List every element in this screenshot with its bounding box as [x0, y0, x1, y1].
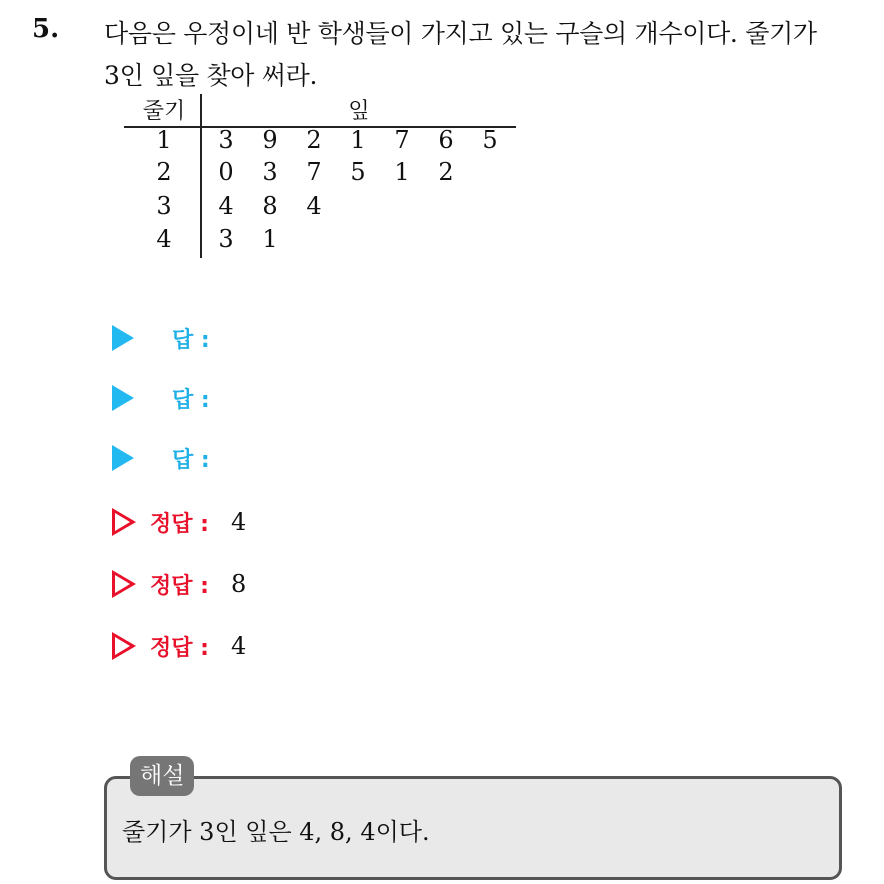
- correct-answer-value: 4: [230, 508, 247, 536]
- leaf-value: 1: [262, 225, 278, 253]
- stem-value: 2: [156, 158, 172, 186]
- leaf-header: 잎: [348, 99, 370, 124]
- answer-blank-row: [112, 318, 210, 358]
- stem-value: 1: [156, 126, 172, 154]
- play-triangle-icon: [112, 325, 134, 351]
- leaf-value: 7: [306, 158, 322, 186]
- stem-header: 줄기: [142, 99, 186, 124]
- correct-answer-label: 정답 :: [150, 573, 209, 599]
- leaf-value: 3: [218, 126, 234, 154]
- leaf-value: 3: [218, 225, 234, 253]
- explanation-text: 줄기가 3인 잎은 4, 8, 4이다.: [122, 818, 430, 846]
- leaf-value: 1: [394, 158, 410, 186]
- leaf-value: 2: [306, 126, 322, 154]
- play-triangle-icon: [112, 385, 134, 411]
- leaf-value: 7: [394, 126, 410, 154]
- plot-row: [124, 225, 516, 259]
- outline-triangle-icon: [112, 570, 136, 598]
- plot-row: [124, 192, 516, 226]
- outline-triangle-icon: [112, 632, 136, 660]
- stem-value: 4: [156, 225, 172, 253]
- outline-triangle-icon: [112, 508, 136, 536]
- leaf-value: 3: [262, 158, 278, 186]
- plot-row: [124, 158, 516, 192]
- answer-label: 답 :: [172, 447, 210, 473]
- problem-text-line-2: 3인 잎을 찾아 써라.: [104, 61, 318, 90]
- problem-text-line-1: 다음은 우정이네 반 학생들이 가지고 있는 구슬의 개수이다. 줄기가: [104, 19, 817, 48]
- leaf-value: 4: [218, 192, 234, 220]
- correct-answer-row: [112, 502, 246, 542]
- answer-blank-row: [112, 378, 210, 418]
- correct-answer-row: [112, 564, 246, 604]
- leaf-value: 1: [350, 126, 366, 154]
- play-triangle-icon: [112, 445, 134, 471]
- explanation-tag: 해설: [130, 756, 194, 796]
- leaf-value: 5: [482, 126, 498, 154]
- leaf-value: 5: [350, 158, 366, 186]
- plot-row: [124, 126, 516, 160]
- correct-answer-label: 정답 :: [150, 511, 209, 537]
- answer-label: 답 :: [172, 387, 210, 413]
- problem-number: 5.: [32, 14, 60, 44]
- answer-label: 답 :: [172, 327, 210, 353]
- leaf-value: 4: [306, 192, 322, 220]
- leaf-value: 6: [438, 126, 454, 154]
- leaf-value: 2: [438, 158, 454, 186]
- stem-value: 3: [156, 192, 172, 220]
- leaf-value: 8: [262, 192, 278, 220]
- stem-leaf-plot: [124, 92, 516, 260]
- correct-answer-value: 8: [230, 570, 247, 598]
- answer-blank-row: [112, 438, 210, 478]
- correct-answer-label: 정답 :: [150, 635, 209, 661]
- leaf-value: 9: [262, 126, 278, 154]
- correct-answer-value: 4: [230, 632, 247, 660]
- leaf-value: 0: [218, 158, 234, 186]
- correct-answer-row: [112, 626, 246, 666]
